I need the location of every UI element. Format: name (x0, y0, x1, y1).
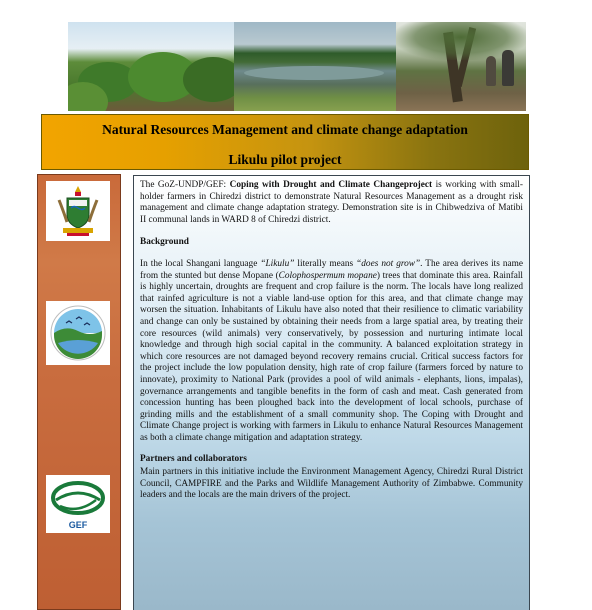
bg-likulu: “Likulu” (260, 258, 295, 269)
bg-text-4: ) trees that dominate this area. Rainfall is highly uncertain, droughts are frequent and crop failure is the norm. The locals have long realized that rainfed agriculture is not a viable land-use option for this area, and that climate change may worsen the situation. Inhabitants of Likulu have also noted that their resilience to climatic variability and change can only be sustained by obtaining their needs from a large spatial area, by treating their core resources (wild animals) very conservatively, by possession and nurturing intimate local knowledge and through high social capital in the community. A balanced exploitation strategy in which core resources are not damaged beyond recovery remains crucial. Critical success factors for the project include the low population density, high rate of crop failure (farmers forced by nature to innovate), proximity to National Park (provides a pool of wild animals - elephants, lions, impalas), governance arrangements and tangible benefits in the form of cash and meat. Cash generated from concession hunting has been ploughed back into the development of local schools, purchase of grinding mills and the establishment of a small community shop. The Coping with Drought and Climate Change project is working with farmers in Likulu to enhance Natural Resources Management as both a climate change mitigation and adaptation strategy. (140, 270, 523, 443)
wetland-photo-icon (234, 22, 396, 111)
gef-logo-label: GEF (68, 520, 88, 530)
intro-rest: is working with small-holder farmers in Chiredzi district to demonstrate Natural Resources Management as a drought risk management and climate change adaptation strategy. Demonstration site is in Chibwedziva of Matibi II communal lands in WARD 8 of Chiredzi district. (140, 180, 523, 225)
environment-agency-logo-icon (46, 301, 110, 365)
zimbabwe-coat-of-arms-icon (46, 181, 110, 241)
partners-heading: Partners and collaborators (140, 454, 247, 465)
content-panel (133, 175, 530, 610)
partners-paragraph: Main partners in this initiative include the Environment Management Agency, Chiredzi Rural District Council, CAMPFIRE and the Parks and Wildlife Management Authority of Zimbabwe. Community leaders and the locals are the main drivers of the project. (140, 467, 523, 501)
intro-lead: The GoZ-UNDP/GEF: (140, 180, 230, 190)
background-heading: Background (140, 237, 189, 248)
bg-species: Colophospermum mopane (278, 270, 377, 281)
background-paragraph (140, 259, 523, 445)
bg-text-2: literally means (294, 258, 357, 269)
page-subtitle: Likulu pilot project (228, 152, 342, 167)
logo-sidebar (37, 174, 121, 610)
intro-paragraph (140, 180, 523, 226)
bg-text-1: In the local Shangani language (140, 258, 261, 269)
bg-text-3: . The area derives its name from the stunted but dense Mopane ( (140, 258, 523, 281)
project-name: Coping with Drought and Climate Changeproject (229, 180, 433, 190)
photo-strip (68, 22, 526, 111)
page-title: Natural Resources Management and climate change adaptation (102, 122, 468, 137)
bg-not-grow: “does not grow” (356, 258, 421, 269)
people-under-tree-photo-icon (396, 22, 526, 111)
title-banner (41, 114, 529, 170)
bushland-photo-icon (68, 22, 234, 111)
gef-logo-icon (46, 475, 110, 533)
